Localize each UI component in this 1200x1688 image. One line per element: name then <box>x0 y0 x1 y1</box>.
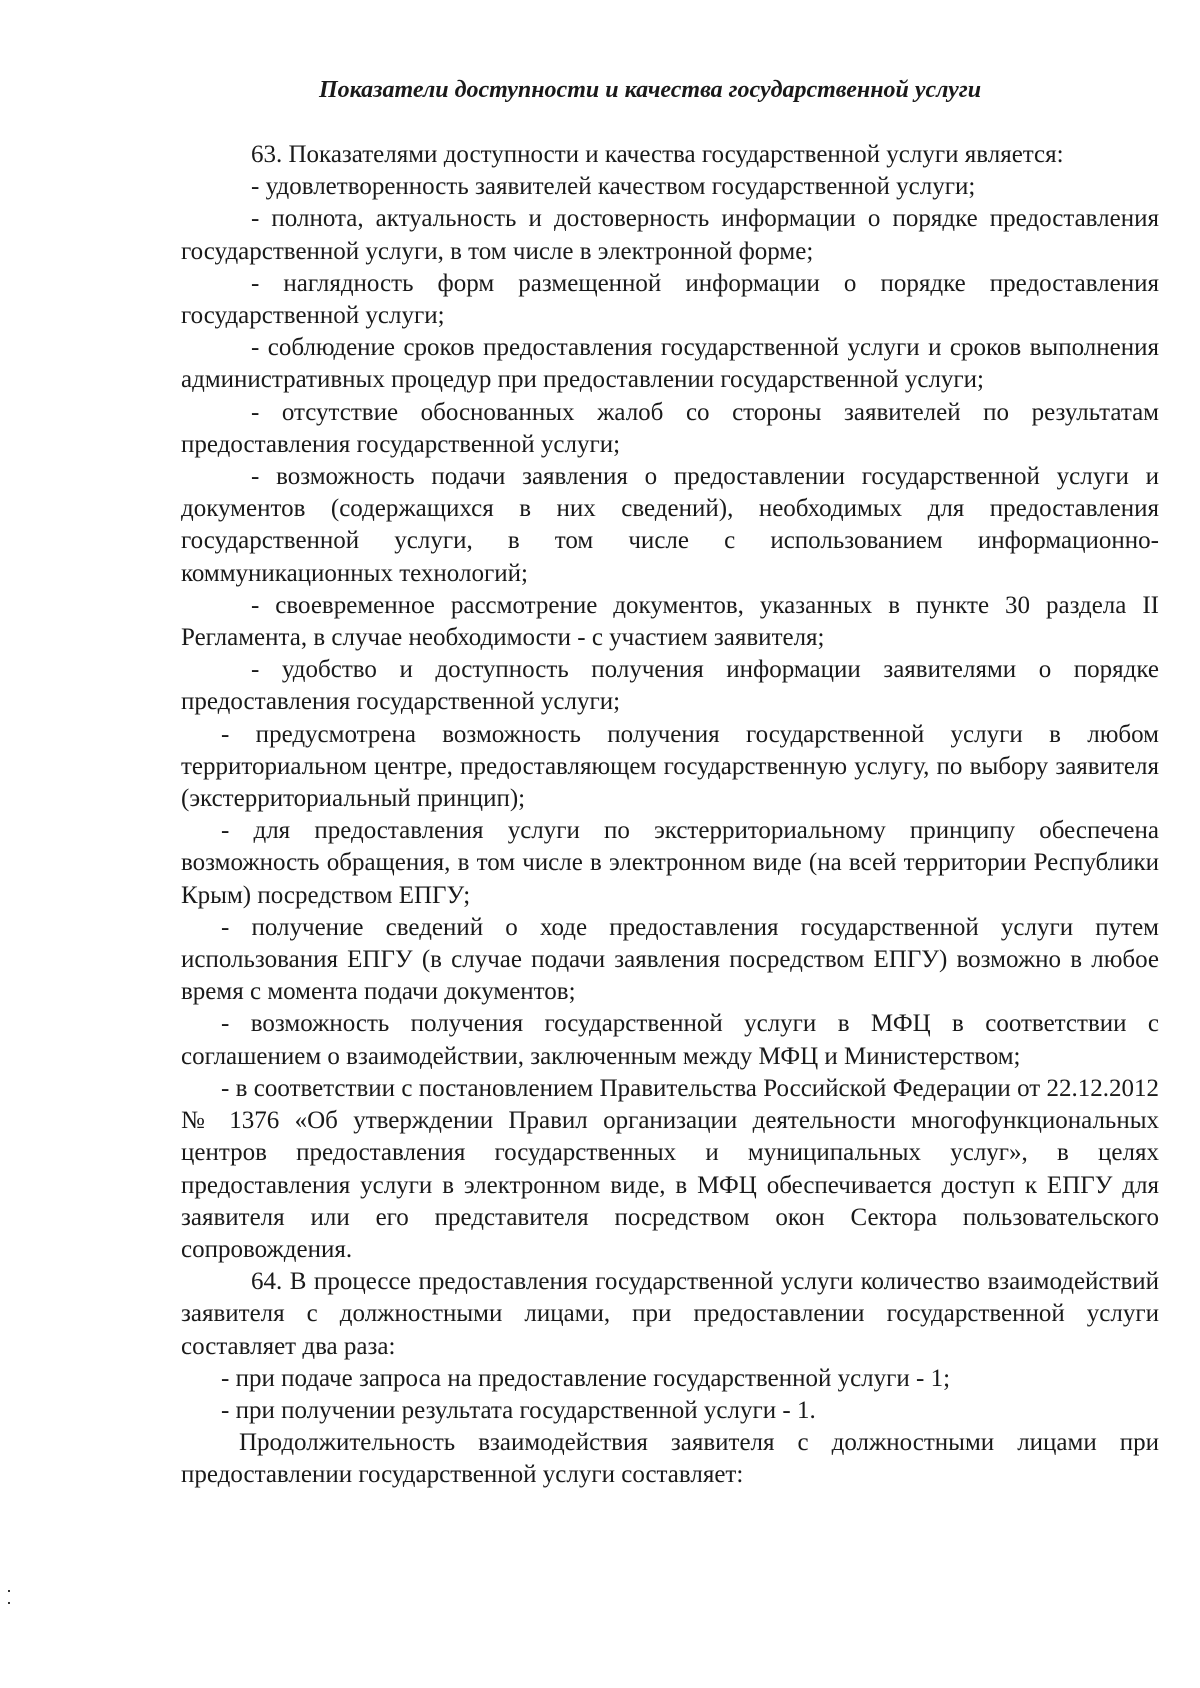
document-body <box>181 139 1159 1492</box>
scan-dot <box>8 1590 10 1592</box>
list-item: - наглядность форм размещенной информации о порядке предоставления государственной услуги; <box>181 269 1159 330</box>
section-heading: Показатели доступности и качества государственной услуги <box>318 77 982 103</box>
final-paragraph: Продолжительность взаимодействия заявителя с должностными лицами при предоставлении государственной услуги составляет: <box>181 1429 1159 1489</box>
scan-margin-marks <box>8 1590 12 1620</box>
list-item: - возможность получения государственной услуги в МФЦ в соответствии с соглашением о взаимодействии, заключенным между МФЦ и Министерством; <box>181 1010 1159 1070</box>
paragraph-64: 64. В процессе предоставления государственной услуги количество взаимодействий заявителя с должностными лицами, при предоставлении государственной услуги составляет два раза: <box>181 1268 1159 1360</box>
list-item: - соблюдение сроков предоставления государственной услуги и сроков выполнения административных процедур при предоставлении государственной услуги; <box>181 334 1159 394</box>
scan-dot <box>8 1602 10 1604</box>
list-item: - предусмотрена возможность получения государственной услуги в любом территориальном центре, предоставляющем государственную услугу, по выбору заявителя (экстерриториальный принцип); <box>181 720 1159 813</box>
list-item: - для предоставления услуги по экстерриториальному принципу обеспечена возможность обращения, в том числе в электронном виде (на всей территории Республики Крым) посредством ЕПГУ; <box>181 817 1159 909</box>
list-item: - в соответствии с постановлением Правительства Российской Федерации от 22.12.2012 № 1376 «Об утверждении Правил организации деятельности многофункциональных центров предоставления государственных и муниципальных услуг», в целях предоставления услуги в электронном виде, в МФЦ обеспечивается доступ к ЕПГУ для заявителя или его представителя посредством окон Сектора пользовательского сопровождения. <box>181 1074 1159 1263</box>
list-item: - полнота, актуальность и достоверность информации о порядке предоставления государственной услуги, в том числе в электронной форме; <box>181 205 1159 265</box>
list-item: - при подаче запроса на предоставление государственной услуги - 1; <box>221 1364 951 1392</box>
list-item: - при получении результата государственной услуги - 1. <box>221 1396 816 1424</box>
list-item: - удовлетворенность заявителей качеством государственной услуги; <box>251 173 976 201</box>
list-item: - отсутствие обоснованных жалоб со стороны заявителей по результатам предоставления государственной услуги; <box>181 398 1159 458</box>
list-item: - получение сведений о ходе предоставления государственной услуги путем использования ЕПГУ (в случае подачи заявления посредством ЕПГУ) возможно в любое время с момента подачи документов; <box>181 913 1159 1006</box>
paragraph-63: 63. Показателями доступности и качества государственной услуги является: <box>251 141 1064 168</box>
list-item: - удобство и доступность получения информации заявителями о порядке предоставления государственной услуги; <box>181 656 1159 716</box>
list-item: - возможность подачи заявления о предоставлении государственной услуги и документов (содержащихся в них сведений), необходимых для предоставления государственной услуги, в том числе с использованием информационно-коммуникационных технологий; <box>181 463 1159 587</box>
list-item: - своевременное рассмотрение документов, указанных в пункте 30 раздела II Регламента, в случае необходимости - с участием заявителя; <box>181 591 1159 652</box>
